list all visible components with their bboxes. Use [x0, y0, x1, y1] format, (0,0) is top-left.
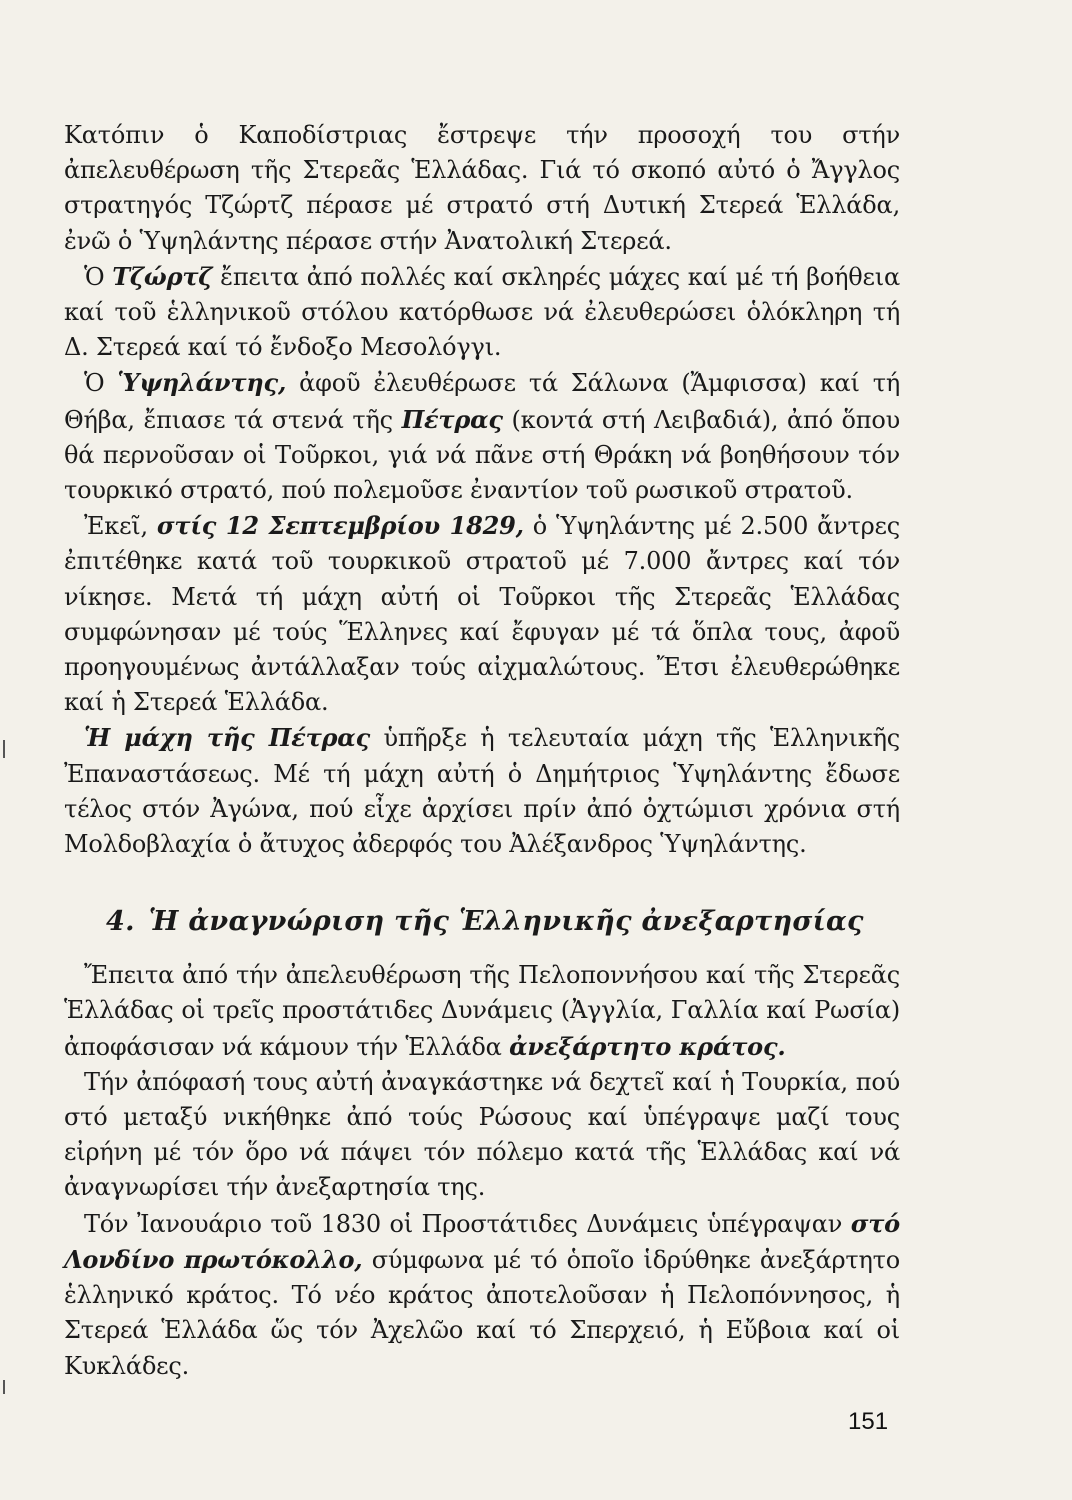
page-body — [64, 118, 900, 1384]
paragraphs-bottom — [64, 958, 900, 1383]
text-run: σύμφωνα μέ τό ὁποῖο ἱδρύθηκε ἀνεξάρτητο ἑλληνικό κράτος. Τό νέο κράτος ἀποτελοῦσαν ἡ Πελοπόννησος, ἡ Στερεά Ἑλλάδα ὥς τόν Ἀχελῶο καί τό Σπερχειό, ἡ Εὔβοια καί οἱ Κυκλάδες. — [64, 1245, 900, 1380]
text-run: Τήν ἀπόφασή τους αὐτή ἀναγκάστηκε νά δεχτεῖ καί ἡ Τουρκία, πού στό μεταξύ νικήθηκε ἀπό τούς Ρώσους καί ὑπέγραψε μαζί τους εἰρήνη μέ τόν ὅρο νά πάψει τόν πόλεμο κατά τῆς Ἑλλάδας καί νά ἀναγνωρίσει τήν ἀνεξαρτησία της. — [64, 1067, 900, 1202]
emphasis-run: ἀνεξάρτητο κράτος. — [509, 1031, 786, 1061]
text-run: Τόν Ἰανουάριο τοῦ 1830 οἱ Προστάτιδες Δυνάμεις ὑπέγραψαν — [84, 1209, 851, 1238]
paragraph — [64, 958, 900, 1065]
emphasis-run: Ἡ μάχη τῆς Πέτρας — [84, 723, 370, 753]
paragraph — [64, 1206, 900, 1384]
emphasis-run: Τζώρτζ — [112, 261, 213, 291]
paragraph — [64, 118, 900, 259]
emphasis-run: Πέτρας — [401, 404, 503, 434]
paragraph — [64, 720, 900, 862]
text-run: Κατόπιν ὁ Καποδίστριας ἔστρεψε τήν προσοχή του στήν ἀπελευθέρωση τῆς Στερεᾶς Ἑλλάδας. Γιά τό σκοπό αὐτό ὁ Ἄγγλος στρατηγός Τζώρτζ πέρασε μέ στρατό στή Δυτική Στερεά Ἑλλάδα, ἐνῶ ὁ Ὑψηλάντης πέρασε στήν Ἀνατολική Στερεά. — [64, 121, 900, 255]
text-run: Ὁ — [84, 262, 113, 291]
paragraph — [64, 508, 900, 720]
text-run: ὁ Ὑψηλάντης μέ 2.500 ἄντρες ἐπιτέθηκε κατά τοῦ τουρκικοῦ στρατοῦ μέ 7.000 ἄντρες καί τόν νίκησε. Μετά τή μάχη αὐτή οἱ Τοῦρκοι τῆς Στερεᾶς Ἑλλάδας συμφώνησαν μέ τούς Ἕλληνες καί ἔφυγαν μέ τά ὅπλα τους, ἀφοῦ προηγουμένως ἀντάλλαξαν τούς αἰχμαλώτους. Ἔτσι ἐλευθερώθηκε καί ἡ Στερεά Ἑλλάδα. — [64, 512, 901, 717]
emphasis-run: Ὑψηλάντης, — [117, 368, 287, 398]
text-run: Ὁ — [84, 369, 118, 398]
text-run: ἀφοῦ ἐλευθέρωσε τά Σάλωνα (Ἄμφισσα) καί τή Θήβα, ἔπιασε τά στενά τῆς — [64, 369, 901, 434]
margin-mark — [3, 1380, 5, 1394]
section-heading — [64, 902, 900, 942]
text-run: Ἐκεῖ, — [84, 512, 157, 541]
paragraph — [64, 259, 900, 366]
margin-mark — [3, 740, 5, 758]
text-run: ἔπειτα ἀπό πολλές καί σκληρές μάχες καί μέ τή βοήθεια καί τοῦ ἑλληνικοῦ στόλου κατόρθωσε νά ἐλευθερώσει ὁλόκληρη τή Δ. Στερεά καί τό ἔνδοξο Μεσολόγγι. — [64, 262, 900, 362]
paragraph — [64, 365, 900, 508]
page-number: 151 — [848, 1408, 889, 1435]
text-run: Ἔπειτα ἀπό τήν ἀπελευθέρωση τῆς Πελοποννήσου καί τῆς Στερεᾶς Ἑλλάδας οἱ τρεῖς προστάτιδες Δυνάμεις (Ἀγγλία, Γαλλία καί Ρωσία) ἀποφάσισαν νά κάμουν τήν Ἑλλάδα — [64, 961, 900, 1061]
paragraph — [64, 1065, 900, 1206]
paragraphs-top — [64, 118, 900, 862]
text-run: (κοντά στή Λειβαδιά), ἀπό ὅπου θά περνοῦσαν οἱ Τοῦρκοι, γιά νά πᾶνε στή Θράκη νά βοηθήσουν τόν τουρκικό στρατό, πού πολεμοῦσε ἐναντίον τοῦ ρωσικοῦ στρατοῦ. — [64, 405, 900, 505]
emphasis-run: στό Λονδίνο πρωτόκολλο, — [64, 1208, 900, 1274]
text-run: ὑπῆρξε ἡ τελευταία μάχη τῆς Ἑλληνικῆς Ἐπαναστάσεως. Μέ τή μάχη αὐτή ὁ Δημήτριος Ὑψηλάντης ἔδωσε τέλος στόν Ἀγώνα, πού εἶχε ἀρχίσει πρίν ἀπό ὀχτώμισι χρόνια στή Μολδοβλαχία ὁ ἄτυχος ἀδερφός του Ἀλέξανδρος Ὑψηλάντης. — [64, 724, 900, 859]
section-number: 4. — [106, 906, 135, 938]
section-title-text: Ἡ ἀναγνώριση τῆς Ἑλληνικῆς ἀνεξαρτησίας — [148, 906, 864, 938]
emphasis-run: στίς 12 Σεπτεμβρίου 1829, — [156, 511, 524, 541]
